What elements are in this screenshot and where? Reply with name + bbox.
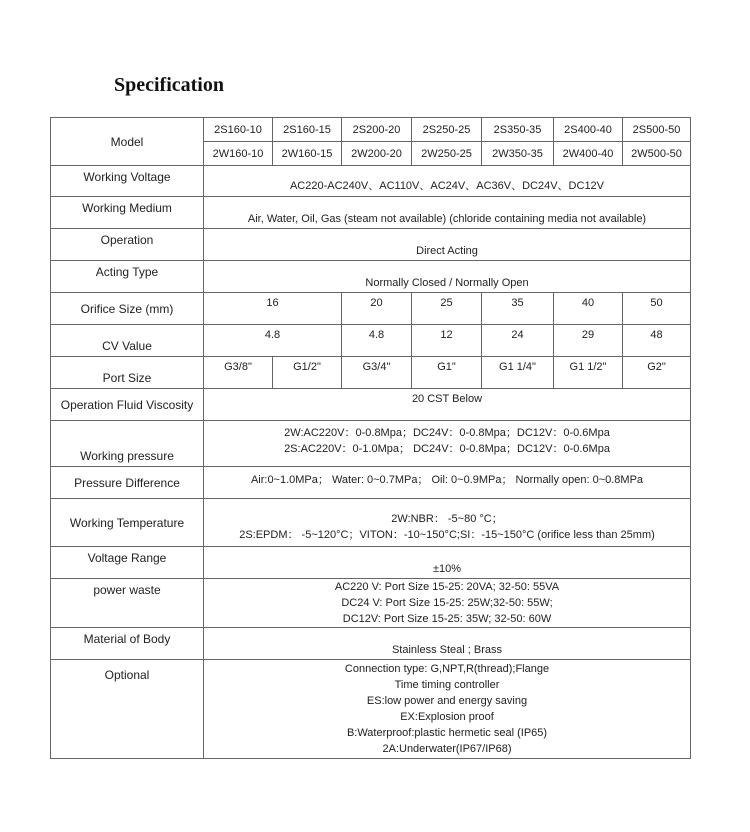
- model-cell: 2S400-40: [554, 118, 623, 142]
- acting-label: Acting Type: [51, 261, 204, 293]
- page-title: Specification: [114, 74, 224, 96]
- viscosity-value: 20 CST Below: [204, 389, 691, 421]
- orifice-cell: 16: [204, 293, 342, 325]
- power-value: [204, 579, 691, 628]
- optional-row: [51, 660, 691, 759]
- pdiff-row: [51, 467, 691, 499]
- model-cell: 2S350-35: [482, 118, 554, 142]
- port-cell: G3/4": [342, 357, 412, 389]
- vrange-value: ±10%: [204, 547, 691, 579]
- pressure-line: 2S:AC220V：0-1.0Mpa； DC24V：0-0.8Mpa；DC12V：0-0.6Mpa: [284, 443, 610, 455]
- optional-line: ES:low power and energy saving: [366, 695, 528, 707]
- cv-cell: 24: [482, 325, 554, 357]
- power-line: DC24 V: Port Size 15-25: 25W;32-50: 55W;: [341, 597, 553, 609]
- power-label: power waste: [51, 579, 204, 628]
- cv-cell: 48: [623, 325, 691, 357]
- cv-cell: 4.8: [204, 325, 342, 357]
- port-cell: G2": [623, 357, 691, 389]
- material-value: Stainless Steal ; Brass: [204, 628, 691, 660]
- model-cell: 2S500-50: [623, 118, 691, 142]
- acting-value: Normally Closed / Normally Open: [204, 261, 691, 293]
- optional-line: Connection type: G,NPT,R(thread);Flange: [344, 663, 550, 675]
- temp-line: 2S:EPDM： -5~120°C；VITON：-10~150°C;SI：-15~150°C (orifice less than 25mm): [239, 529, 655, 541]
- optional-value: [204, 660, 691, 759]
- port-label: Port Size: [51, 357, 204, 389]
- optional-line: Time timing controller: [394, 679, 500, 691]
- pressure-row: [51, 421, 691, 467]
- model-cell: 2W200-20: [342, 142, 412, 166]
- orifice-cell: 20: [342, 293, 412, 325]
- model-cell: 2S160-15: [273, 118, 342, 142]
- power-line: DC12V: Port Size 15-25: 35W; 32-50: 60W: [342, 613, 552, 625]
- temp-value: [204, 499, 691, 547]
- port-row: [51, 357, 691, 389]
- medium-value: Air, Water, Oil, Gas (steam not available) (chloride containing media not available): [204, 197, 691, 229]
- optional-line: EX:Explosion proof: [400, 711, 494, 723]
- model-cell: 2W160-10: [204, 142, 273, 166]
- port-cell: G1": [412, 357, 482, 389]
- pressure-line: 2W:AC220V：0-0.8Mpa；DC24V：0-0.8Mpa；DC12V：0-0.6Mpa: [284, 427, 610, 439]
- material-label: Material of Body: [51, 628, 204, 660]
- cv-row: [51, 325, 691, 357]
- orifice-label: Orifice Size (mm): [51, 293, 204, 325]
- acting-row: [51, 261, 691, 293]
- viscosity-label: Operation Fluid Viscosity: [51, 389, 204, 421]
- operation-row: [51, 229, 691, 261]
- model-cell: 2W250-25: [412, 142, 482, 166]
- orifice-cell: 40: [554, 293, 623, 325]
- cv-cell: 4.8: [342, 325, 412, 357]
- orifice-cell: 50: [623, 293, 691, 325]
- model-cell: 2W160-15: [273, 142, 342, 166]
- model-cell: 2W500-50: [623, 142, 691, 166]
- cv-label: CV Value: [51, 325, 204, 357]
- pressure-label: Working pressure: [51, 421, 204, 467]
- medium-label: Working Medium: [51, 197, 204, 229]
- port-cell: G1 1/2": [554, 357, 623, 389]
- power-row: [51, 579, 691, 628]
- orifice-cell: 35: [482, 293, 554, 325]
- voltage-label: Working Voltage: [51, 166, 204, 197]
- temp-row: [51, 499, 691, 547]
- cv-cell: 12: [412, 325, 482, 357]
- vrange-row: [51, 547, 691, 579]
- pdiff-label: Pressure Difference: [51, 467, 204, 499]
- material-row: [51, 628, 691, 660]
- vrange-label: Voltage Range: [51, 547, 204, 579]
- model-cell: 2S200-20: [342, 118, 412, 142]
- operation-value: Direct Acting: [204, 229, 691, 261]
- optional-label: Optional: [51, 660, 204, 759]
- model-cell: 2W350-35: [482, 142, 554, 166]
- port-cell: G1/2": [273, 357, 342, 389]
- viscosity-row: [51, 389, 691, 421]
- model-cell: 2W400-40: [554, 142, 623, 166]
- orifice-cell: 25: [412, 293, 482, 325]
- voltage-value: AC220-AC240V、AC110V、AC24V、AC36V、DC24V、DC12V: [204, 166, 691, 197]
- optional-line: 2A:Underwater(IP67/IP68): [382, 743, 512, 755]
- pdiff-value: Air:0~1.0MPa； Water: 0~0.7MPa； Oil: 0~0.9MPa； Normally open: 0~0.8MPa: [204, 467, 691, 499]
- optional-line: B:Waterproof:plastic hermetic seal (IP65): [346, 727, 548, 739]
- cv-cell: 29: [554, 325, 623, 357]
- pressure-value: [204, 421, 691, 467]
- voltage-row: [51, 166, 691, 197]
- operation-label: Operation: [51, 229, 204, 261]
- model-row-2s: [51, 118, 691, 142]
- model-label: Model: [51, 118, 204, 166]
- orifice-row: [51, 293, 691, 325]
- temp-label: Working Temperature: [51, 499, 204, 547]
- spec-table: [50, 117, 691, 759]
- medium-row: [51, 197, 691, 229]
- port-cell: G3/8": [204, 357, 273, 389]
- temp-line: 2W:NBR： -5~80 °C；: [391, 513, 503, 525]
- port-cell: G1 1/4": [482, 357, 554, 389]
- power-line: AC220 V: Port Size 15-25: 20VA; 32-50: 55VA: [334, 581, 560, 593]
- model-cell: 2S250-25: [412, 118, 482, 142]
- model-cell: 2S160-10: [204, 118, 273, 142]
